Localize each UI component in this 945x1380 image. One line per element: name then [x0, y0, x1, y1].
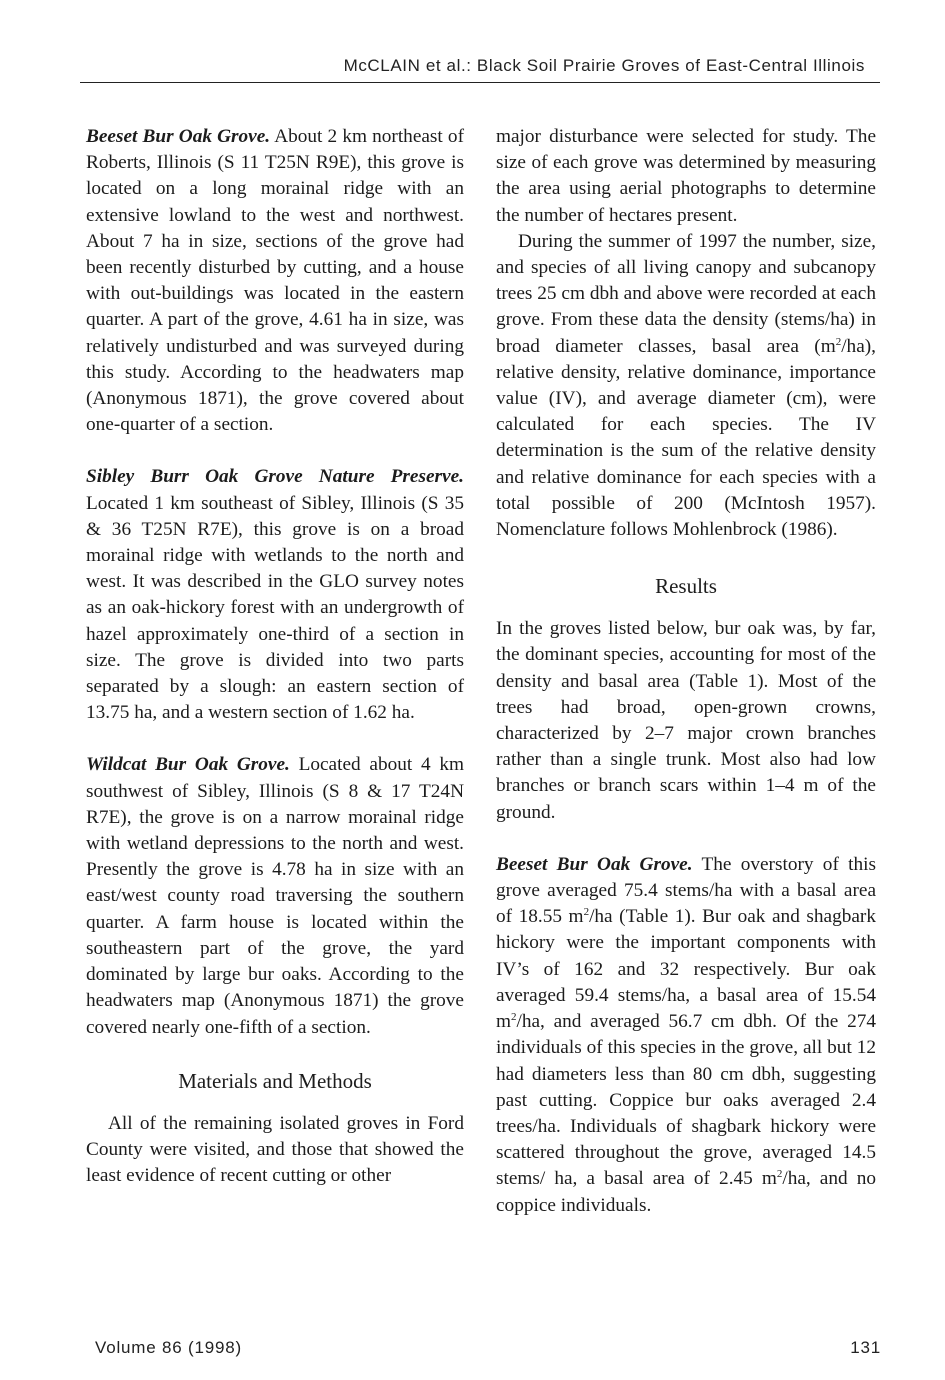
beeset-site-text: About 2 km northeast of Roberts, Illinois (S 11 T25N R9E), this grove is located on a long morainal ridge with an extensive lowland to the west and northwest. About 7 ha in size, sections of the grove had been recently disturbed by cutting, and a house with out-buildings was located in the eastern quarter. A part of the grove, 4.61 ha in size, was relatively undisturbed and was surveyed during this study. According to the headwaters map (Anonymous 1871), the grove covered about one-quarter of a section. — [86, 126, 464, 436]
methods-text-part-a: During the summer of 1997 the number, size, and species of all living canopy and subcanopy trees 25 cm dbh and above were recorded at each grove. From these data the density (stems/ha) in broad diameter classes, basal area (m — [496, 230, 876, 357]
methods-paragraph-1-continued: major disturbance were selected for study. The size of each grove was determined by measuring the area using aerial photographs to determine the number of hectares present. — [496, 126, 876, 226]
superscript-two: 2 — [835, 335, 842, 348]
methods-paragraph-2 — [496, 229, 876, 543]
superscript-two: 2 — [583, 906, 590, 919]
wildcat-site-paragraph — [86, 752, 464, 1040]
superscript-two: 2 — [776, 1168, 783, 1181]
results-paragraph-1: In the groves listed below, bur oak was, by far, the dominant species, accounting for most of the density and basal area (Table 1). Most of the trees had broad, open-grown crowns, characterized by 2–7 major crown branches rather than a single trunk. Most also had low branches or branch scars within 1–4 m of the ground. — [496, 618, 876, 823]
footer-volume: Volume 86 (1998) — [95, 1338, 242, 1357]
results-beeset-paragraph — [496, 852, 876, 1219]
wildcat-site-text: Located about 4 km southwest of Sibley, Illinois (S 8 & 17 T24N R7E), the grove is on a narrow morainal ridge with wetland depressions to the north and west. Presently the grove is 4.78 ha in size with an east/west county road traversing the southern quarter. A farm house is located within the southeastern part of the grove, the yard dominated by large bur oaks. According to the headwaters map (Anonymous 1871) the grove covered nearly one-fifth of a section. — [86, 754, 464, 1038]
results-beeset-text-a: The overstory of this grove averaged 75.4 stems/ha with a basal area of 18.55 m — [496, 853, 877, 928]
results-beeset-name: Beeset Bur Oak Grove. — [496, 853, 693, 875]
left-column — [86, 124, 464, 1189]
superscript-two: 2 — [511, 1011, 517, 1024]
paragraph-gap — [86, 726, 464, 752]
header-rule — [80, 82, 880, 83]
sibley-site-paragraph — [86, 464, 464, 726]
sibley-site-text: Located 1 km southeast of Sibley, Illinois (S 35 & 36 T25N R7E), this grove is on a broad morainal ridge with wetlands to the north and west. It was described in the GLO survey notes as an oak-hickory forest with an undergrowth of hazel approximately one-third of a section in size. The grove is divided into two parts separated by a slough: an eastern section of 13.75 ha, and a western section of 1.62 ha. — [86, 492, 464, 724]
results-beeset-text-c: /ha, and averaged 56.7 cm dbh. Of the 274 individuals of this species in the grove, all but 12 had diameters less than 80 cm dbh, suggesting past cutting. Coppice bur oaks averaged 2.4 trees/ha. Individuals of shagbark hickory were scattered throughout the grove, averaged 14.5 stems/ ha, a basal area of 2.45 m — [496, 1011, 876, 1190]
sibley-site-name: Sibley Burr Oak Grove Nature Preserve. — [86, 466, 464, 488]
results-heading: Results — [655, 574, 717, 599]
paragraph-gap — [496, 826, 876, 852]
wildcat-site-name: Wildcat Bur Oak Grove. — [86, 754, 290, 776]
running-title: McCLAIN et al.: Black Soil Prairie Groves of East-Central Illinois — [343, 56, 865, 75]
beeset-site-name: Beeset Bur Oak Grove. — [86, 126, 271, 147]
methods-heading: Materials and Methods — [178, 1068, 372, 1093]
right-column — [496, 124, 876, 1219]
methods-paragraph-1: All of the remaining isolated groves in Ford County were visited, and those that showed the least evidence of recent cutting or other — [86, 1112, 464, 1187]
results-beeset-text-b: /ha (Table 1). Bur oak and shagbark hickory were the important components with IV’s of 162 and 32 respectively. Bur oak averaged 59.4 stems/ha, a basal area of 15.54 m — [496, 906, 876, 1033]
beeset-site-paragraph — [86, 124, 464, 438]
results-beeset-text-d: /ha, and no coppice individuals. — [496, 1168, 876, 1216]
methods-text-part-b: /ha), relative density, relative dominance, importance value (IV), and average diameter (cm), were calculated for each species. The IV determination is the sum of the relative density and relative dominance for each species with a total possible of 200 (McIntosh 1957). Nomenclature follows Mohlenbrock (1986). — [496, 335, 876, 541]
footer-page-number: 131 — [850, 1338, 881, 1357]
paragraph-gap — [86, 438, 464, 464]
